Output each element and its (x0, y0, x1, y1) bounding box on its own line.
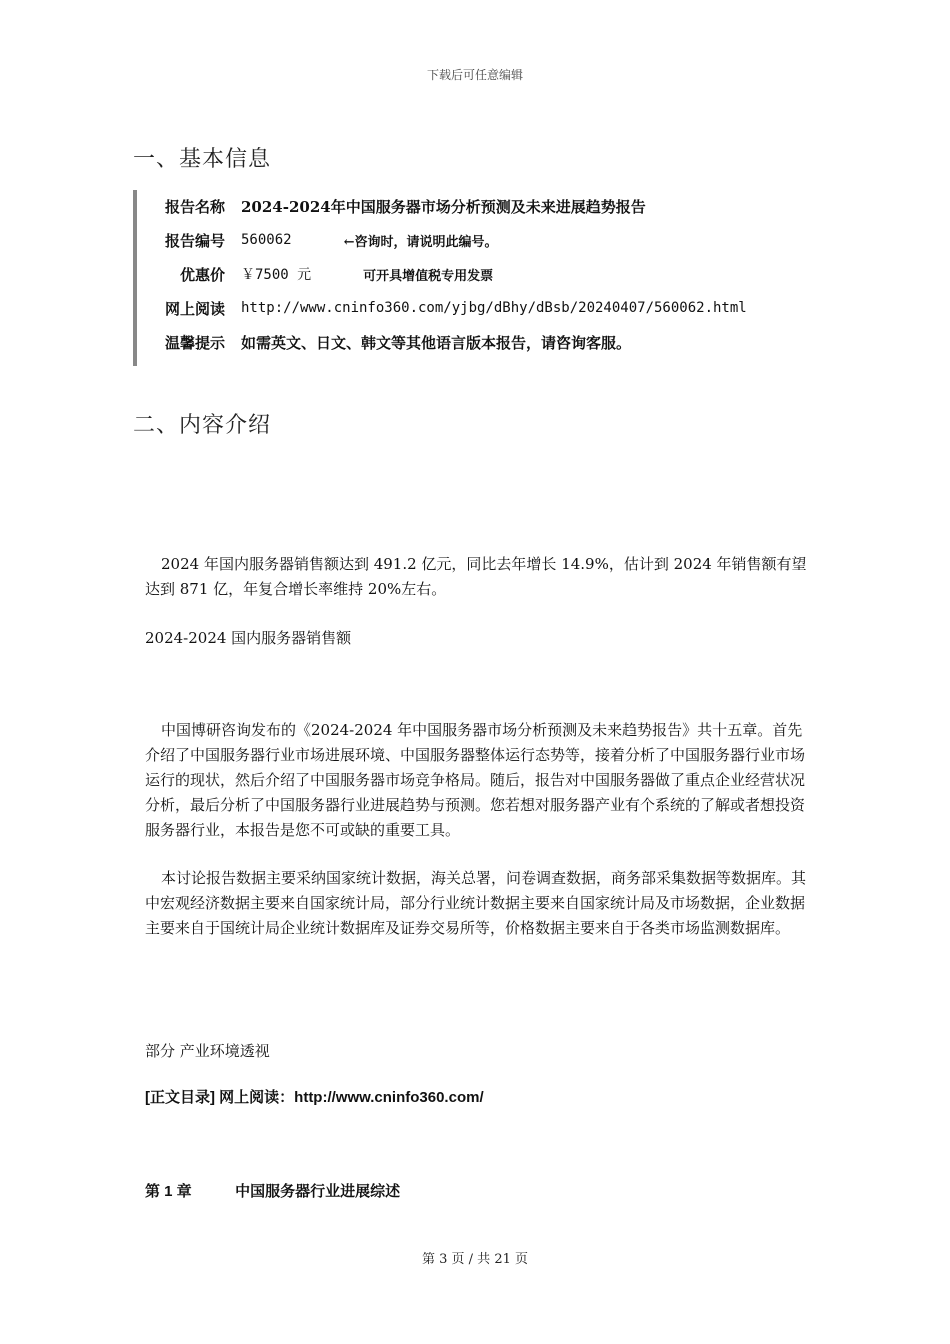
toc-link[interactable]: [正文目录] 网上阅读：http://www.cninfo360.com/ (145, 1089, 484, 1106)
info-label: 报告名称 (164, 197, 225, 216)
chapter-title: 中国服务器行业进展综述 (235, 1183, 401, 1200)
chapter-number: 第 1 章 (145, 1183, 192, 1200)
info-label: 温馨提示 (164, 333, 225, 352)
page-footer: 第 3 页 / 共 21 页 (422, 1252, 528, 1267)
paragraph-report-intro: 中国博研咨询发布的《2024-2024 年中国服务器市场分析预测及未来趋势报告》共十五章。首先介绍了中国服务器行业市场进展环境、中国服务器整体运行态势等，接着分析了中国服务器行业市场运行的现状，然后介绍了中国服务器市场竞争格局。随后，报告对中国服务器做了重点企业经营状况分析，最后分析了中国服务器行业进展趋势与预测。您若想对服务器产业有个系统的了解或者想投资服务器行业，本报告是您不可或缺的重要工具。 (145, 721, 806, 839)
invoice-note: 可开具增值税专用发票 (363, 268, 494, 284)
report-name-value: 2024-2024年中国服务器市场分析预测及未来进展趋势报告 (241, 197, 646, 216)
header-note: 下载后可任意编辑 (426, 68, 523, 82)
info-label: 网上阅读 (164, 299, 225, 318)
paragraph-sales: 2024 年国内服务器销售额达到 491.2 亿元，同比去年增长 14.9%，估计到 2024 年销售额有望达到 871 亿，年复合增长率维持 20%左右。 (145, 555, 807, 598)
price-value: ￥7500 元 (241, 267, 312, 283)
info-row-online-reading (137, 296, 747, 320)
info-label: 优惠价 (179, 265, 225, 284)
info-label: 报告编号 (164, 231, 225, 250)
info-row-report-name (137, 194, 646, 218)
online-reading-link[interactable]: http://www.cninfo360.com/yjbg/dBhy/dBsb/20240407/560062.html (241, 300, 747, 316)
report-number-note: ←咨询时，请说明此编号。 (343, 234, 498, 250)
report-number-value: 560062 (241, 232, 292, 248)
info-row-price (137, 262, 493, 286)
info-row-tip (137, 330, 631, 354)
section-title-basic-info: 一、基本信息 (133, 147, 272, 172)
chapter-heading (145, 1180, 400, 1201)
chart-caption: 2024-2024 国内服务器销售额 (145, 629, 352, 647)
section-title-content-intro: 二、内容介绍 (133, 413, 272, 438)
tip-value: 如需英文、日文、韩文等其他语言版本报告，请咨询客服。 (241, 333, 632, 352)
paragraph-data-sources: 本讨论报告数据主要采纳国家统计数据，海关总署，问卷调查数据，商务部采集数据等数据库。其中宏观经济数据主要来自国家统计局，部分行业统计数据主要来自国家统计局及市场数据，企业数据主要来自于国统计局企业统计数据库及证券交易所等，价格数据主要来自于各类市场监测数据库。 (145, 869, 807, 937)
info-block (133, 190, 837, 366)
info-row-report-number (137, 228, 497, 252)
part-label: 部分 产业环境透视 (145, 1042, 270, 1060)
